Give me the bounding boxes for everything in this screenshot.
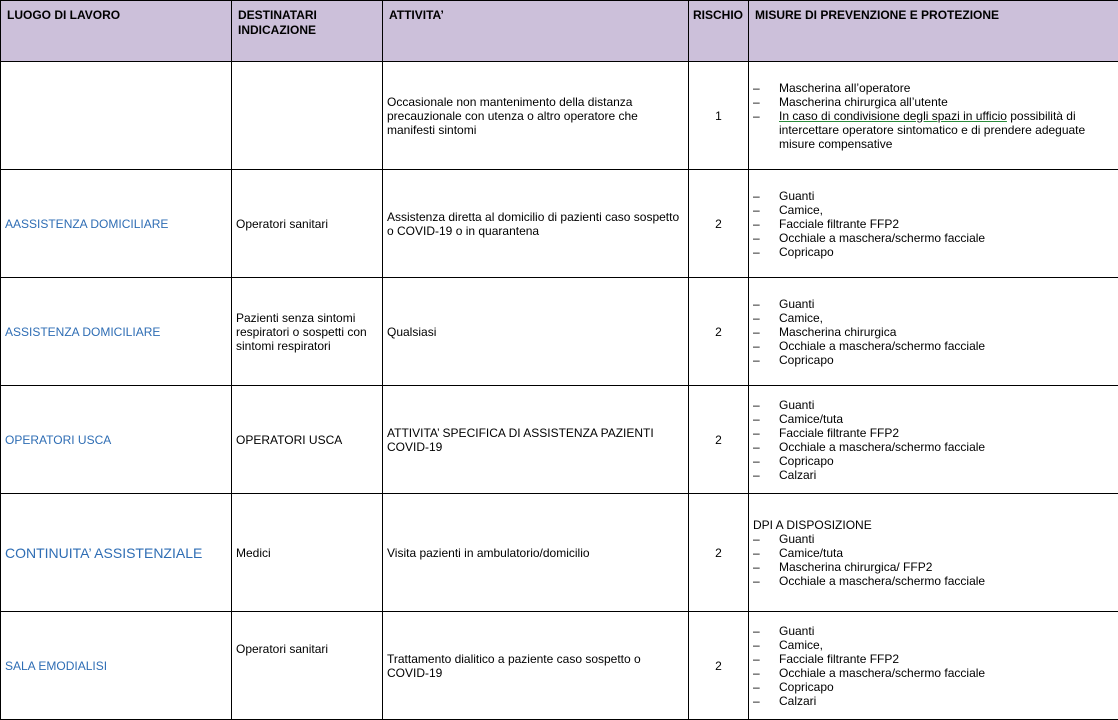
- measure-item: – Guanti: [753, 297, 1114, 311]
- cell-recipients: Medici: [232, 494, 383, 612]
- measure-item: – Facciale filtrante FFP2: [753, 217, 1114, 231]
- measures-list: [753, 624, 1114, 708]
- measure-item: – Guanti: [753, 398, 1114, 412]
- measures-intro: DPI A DISPOSIZIONE: [753, 518, 1114, 532]
- cell-activity: Occasionale non mantenimento della distanza precauzionale con utenza o altro operatore che manifesti sintomi: [383, 62, 689, 170]
- cell-place: SALA EMODIALISI: [1, 612, 232, 720]
- cell-recipients: Operatori sanitari: [232, 612, 383, 720]
- cell-activity: Assistenza diretta al domicilio di pazienti caso sospetto o COVID-19 o in quarantena: [383, 170, 689, 278]
- header-rischio: RISCHIO: [689, 1, 749, 62]
- cell-place: ASSISTENZA DOMICILIARE: [1, 278, 232, 386]
- measures-list: [753, 398, 1114, 482]
- cell-place: CONTINUITA’ ASSISTENZIALE: [1, 494, 232, 612]
- measure-item: – Camice/tuta: [753, 412, 1114, 426]
- measure-item: – Copricapo: [753, 680, 1114, 694]
- measure-item: – Guanti: [753, 532, 1114, 546]
- measure-item: – Camice,: [753, 203, 1114, 217]
- measure-item: – Calzari: [753, 694, 1114, 708]
- cell-risk: 2: [689, 278, 749, 386]
- cell-place: [1, 62, 232, 170]
- measure-item: – Mascherina chirurgica/ FFP2: [753, 560, 1114, 574]
- measure-item: – Camice/tuta: [753, 546, 1114, 560]
- cell-measures: [749, 278, 1118, 386]
- measures-list: [753, 189, 1114, 259]
- measures-list: [753, 532, 1114, 588]
- header-attivita: ATTIVITA’: [383, 1, 689, 62]
- table-row: [1, 278, 1118, 386]
- measure-item: – Mascherina all’operatore: [753, 81, 1114, 95]
- cell-place: AASSISTENZA DOMICILIARE: [1, 170, 232, 278]
- measure-item: – Occhiale a maschera/schermo facciale: [753, 339, 1114, 353]
- table-row: [1, 612, 1118, 720]
- cell-risk: 2: [689, 494, 749, 612]
- cell-recipients: [232, 62, 383, 170]
- cell-measures: [749, 62, 1118, 170]
- measure-underlined-text: In caso di condivisione degli spazi in ufficio: [779, 109, 1007, 123]
- measure-item: – Copricapo: [753, 454, 1114, 468]
- measure-item: – Facciale filtrante FFP2: [753, 652, 1114, 666]
- cell-measures: [749, 612, 1118, 720]
- cell-risk: 1: [689, 62, 749, 170]
- header-destinatari: DESTINATARI INDICAZIONE: [232, 1, 383, 62]
- measure-item: – Guanti: [753, 189, 1114, 203]
- cell-recipients: OPERATORI USCA: [232, 386, 383, 494]
- cell-risk: 2: [689, 612, 749, 720]
- measure-item: – Mascherina chirurgica: [753, 325, 1114, 339]
- measure-item: – Occhiale a maschera/schermo facciale: [753, 440, 1114, 454]
- measure-item: – Occhiale a maschera/schermo facciale: [753, 666, 1114, 680]
- table-row: [1, 62, 1118, 170]
- cell-recipients: Operatori sanitari: [232, 170, 383, 278]
- measure-item: – Facciale filtrante FFP2: [753, 426, 1114, 440]
- table-row: [1, 386, 1118, 494]
- measure-item: – Guanti: [753, 624, 1114, 638]
- measure-item: – Copricapo: [753, 245, 1114, 259]
- cell-measures: [749, 170, 1118, 278]
- measure-item: – Mascherina chirurgica all’utente: [753, 95, 1114, 109]
- table-header-row: [1, 1, 1118, 62]
- measure-item: [753, 109, 1114, 151]
- table-row: [1, 494, 1118, 612]
- cell-activity: Visita pazienti in ambulatorio/domicilio: [383, 494, 689, 612]
- measure-item: – Camice,: [753, 638, 1114, 652]
- measures-list: [753, 81, 1114, 151]
- measure-item: – Copricapo: [753, 353, 1114, 367]
- cell-measures: [749, 386, 1118, 494]
- measure-item: – Occhiale a maschera/schermo facciale: [753, 574, 1114, 588]
- measure-rest-text: possibilità di intercettare operatore sintomatico e di prendere adeguate misure compensative: [779, 109, 1085, 151]
- cell-place: OPERATORI USCA: [1, 386, 232, 494]
- cell-activity: Trattamento dialitico a paziente caso sospetto o COVID-19: [383, 612, 689, 720]
- measure-item: – Camice,: [753, 311, 1114, 325]
- table-row: [1, 170, 1118, 278]
- header-luogo: LUOGO DI LAVORO: [1, 1, 232, 62]
- cell-measures: [749, 494, 1118, 612]
- measures-list: [753, 297, 1114, 367]
- measure-item: – Calzari: [753, 468, 1114, 482]
- measure-item: – Occhiale a maschera/schermo facciale: [753, 231, 1114, 245]
- cell-activity: Qualsiasi: [383, 278, 689, 386]
- cell-activity: ATTIVITA’ SPECIFICA DI ASSISTENZA PAZIENTI COVID-19: [383, 386, 689, 494]
- cell-risk: 2: [689, 386, 749, 494]
- cell-risk: 2: [689, 170, 749, 278]
- header-misure: MISURE DI PREVENZIONE E PROTEZIONE: [749, 1, 1118, 62]
- cell-recipients: Pazienti senza sintomi respiratori o sospetti con sintomi respiratori: [232, 278, 383, 386]
